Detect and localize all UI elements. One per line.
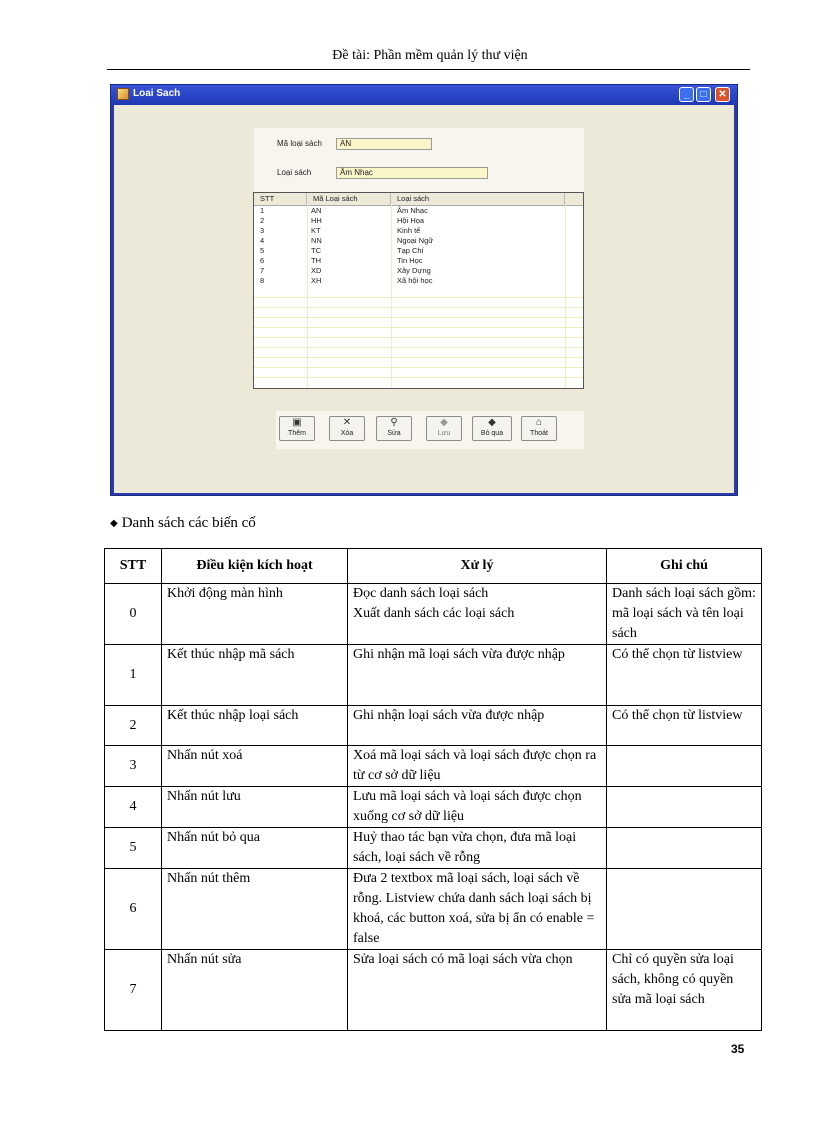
row-stt: 4 (260, 236, 265, 245)
xoa-button[interactable] (329, 416, 365, 441)
listview-row[interactable] (254, 266, 583, 276)
save-icon: ▣ (292, 417, 302, 428)
cell-condition: Nhấn nút thêm (162, 869, 348, 950)
table-header-row (105, 549, 762, 584)
row-stt: 8 (260, 276, 265, 285)
ma-loai-sach-label: Mã loại sách (277, 139, 322, 148)
them-button[interactable] (279, 416, 315, 441)
luu-button[interactable] (426, 416, 462, 441)
bo-qua-button-label: Bỏ qua (480, 430, 504, 437)
row-loai: Kinh tế (397, 226, 421, 235)
cell-stt: 6 (105, 869, 162, 950)
header-stt: STT (105, 549, 162, 584)
listview-row[interactable] (254, 236, 583, 246)
cell-note (607, 828, 762, 869)
maximize-button[interactable]: □ (696, 87, 711, 102)
button-panel (276, 411, 584, 449)
sua-button[interactable] (376, 416, 412, 441)
close-button[interactable]: ✕ (715, 87, 730, 102)
grid-line (254, 377, 583, 378)
header-condition: Điều kiện kích hoạt (162, 549, 348, 584)
cell-stt: 2 (105, 706, 162, 746)
cell-stt: 1 (105, 645, 162, 706)
exit-icon: ⌂ (535, 417, 543, 428)
table-row (105, 828, 762, 869)
grid-line (254, 327, 583, 328)
x-icon: ✕ (342, 417, 352, 428)
cell-note (607, 787, 762, 828)
listview-row[interactable] (254, 256, 583, 266)
them-button-label: Thêm (288, 430, 306, 437)
listview-row[interactable] (254, 246, 583, 256)
events-table (104, 548, 762, 1031)
row-stt: 3 (260, 226, 265, 235)
row-loai: Âm Nhạc (397, 206, 428, 215)
cell-action: Ghi nhận loại sách vừa được nhập (348, 706, 607, 746)
loai-sach-listview[interactable] (253, 192, 584, 389)
column-header-loai-sach[interactable]: Loại sách (391, 193, 565, 205)
row-stt: 2 (260, 216, 265, 225)
cell-stt: 3 (105, 746, 162, 787)
cell-action: Xoá mã loại sách và loại sách được chọn ra từ cơ sở dữ liệu (348, 746, 607, 787)
thoat-button-label: Thoát (530, 430, 548, 437)
cell-stt: 7 (105, 950, 162, 1031)
row-ma: HH (311, 216, 322, 225)
row-stt: 6 (260, 256, 265, 265)
cell-action-text: Đọc danh sách loại sách Xuất danh sách các loại sách (353, 586, 515, 621)
listview-row[interactable] (254, 206, 583, 216)
grid-line (254, 297, 583, 298)
xoa-button-label: Xóa (340, 430, 354, 437)
row-ma: XD (311, 266, 322, 275)
cell-note: Chỉ có quyền sửa loại sách, không có quyền sửa mã loại sách (607, 950, 762, 1031)
cell-action: Huỷ thao tác bạn vừa chọn, đưa mã loại sách, loại sách về rỗng (348, 828, 607, 869)
page-number: 35 (731, 1042, 745, 1056)
cell-action: Lưu mã loại sách và loại sách được chọn xuống cơ sở dữ liệu (348, 787, 607, 828)
grid-line (254, 307, 583, 308)
listview-header (254, 193, 583, 206)
table-row (105, 746, 762, 787)
document-header-title: Đề tài: Phần mềm quản lý thư viện (332, 48, 528, 63)
table-row (105, 950, 762, 1031)
row-loai: Tin Học (397, 256, 423, 265)
cell-action: Ghi nhận mã loại sách vừa được nhập (348, 645, 607, 706)
row-ma: TC (311, 246, 321, 255)
cell-condition: Kết thúc nhập mã sách (162, 645, 348, 706)
bullet-icon: ◆ (110, 518, 118, 529)
cell-stt: 4 (105, 787, 162, 828)
grid-line (254, 337, 583, 338)
cell-condition: Khởi động màn hình (162, 584, 348, 645)
window-client-area (114, 105, 734, 493)
table-row (105, 869, 762, 950)
app-icon (117, 88, 129, 100)
row-loai: Hội Họa (397, 216, 425, 225)
row-stt: 1 (260, 206, 265, 215)
row-loai: Ngoại Ngữ (397, 236, 434, 245)
grid-line (254, 347, 583, 348)
cell-note (607, 746, 762, 787)
row-ma: NN (311, 236, 322, 245)
row-stt: 5 (260, 246, 265, 255)
cell-stt: 5 (105, 828, 162, 869)
loai-sach-window (110, 84, 738, 496)
cell-action (348, 584, 607, 645)
header-note: Ghi chú (607, 549, 762, 584)
row-ma: AN (311, 206, 322, 215)
cell-condition: Nhấn nút sửa (162, 950, 348, 1031)
loai-sach-input[interactable]: Âm Nhạc (336, 167, 488, 179)
loai-sach-label: Loại sách (277, 168, 312, 177)
row-loai: Tạp Chí (397, 246, 424, 255)
table-row (105, 584, 762, 645)
window-titlebar (111, 85, 737, 105)
cell-note: Có thể chọn từ listview (607, 645, 762, 706)
cell-stt: 0 (105, 584, 162, 645)
table-row (105, 645, 762, 706)
section-title-text: Danh sách các biến cố (121, 515, 256, 531)
diamond-icon: ◆ (440, 417, 448, 428)
thoat-button[interactable] (521, 416, 557, 441)
luu-button-label: Lưu (437, 430, 451, 437)
cell-note: Có thể chọn từ listview (607, 706, 762, 746)
header-action: Xử lý (348, 549, 607, 584)
sua-button-label: Sửa (387, 430, 401, 437)
row-loai: Xã hội học (397, 276, 433, 285)
cell-condition: Nhấn nút xoá (162, 746, 348, 787)
column-header-stt[interactable]: STT (254, 193, 307, 205)
cell-action: Đưa 2 textbox mã loại sách, loại sách về rỗng. Listview chứa danh sách loại sách bị khoá, các button xoá, sửa bị ẩn có enable = false (348, 869, 607, 950)
listview-row[interactable] (254, 276, 583, 286)
listview-row[interactable] (254, 226, 583, 236)
column-header-ma-loai-sach[interactable]: Mã Loại sách (307, 193, 391, 205)
row-ma: KT (311, 226, 321, 235)
grid-line (254, 357, 583, 358)
row-stt: 7 (260, 266, 265, 275)
grid-line (254, 317, 583, 318)
cell-note (607, 869, 762, 950)
row-loai: Xây Dựng (397, 266, 431, 275)
cell-note: Danh sách loại sách gồm: mã loại sách và tên loại sách (607, 584, 762, 645)
cell-condition: Nhấn nút bỏ qua (162, 828, 348, 869)
diamond-icon: ◆ (488, 417, 496, 428)
minimize-button[interactable]: _ (679, 87, 694, 102)
grid-line (254, 367, 583, 368)
section-title (110, 515, 256, 532)
table-row (105, 787, 762, 828)
row-ma: TH (311, 256, 321, 265)
bo-qua-button[interactable] (472, 416, 512, 441)
table-row (105, 706, 762, 746)
cell-condition: Nhấn nút lưu (162, 787, 348, 828)
cell-condition: Kết thúc nhập loại sách (162, 706, 348, 746)
header-rule (107, 69, 750, 70)
cell-action: Sửa loại sách có mã loại sách vừa chọn (348, 950, 607, 1031)
listview-row[interactable] (254, 216, 583, 226)
wrench-icon: ⚲ (390, 417, 398, 428)
ma-loai-sach-input[interactable]: AN (336, 138, 432, 150)
window-title: Loai Sach (133, 88, 181, 99)
row-ma: XH (311, 276, 322, 285)
